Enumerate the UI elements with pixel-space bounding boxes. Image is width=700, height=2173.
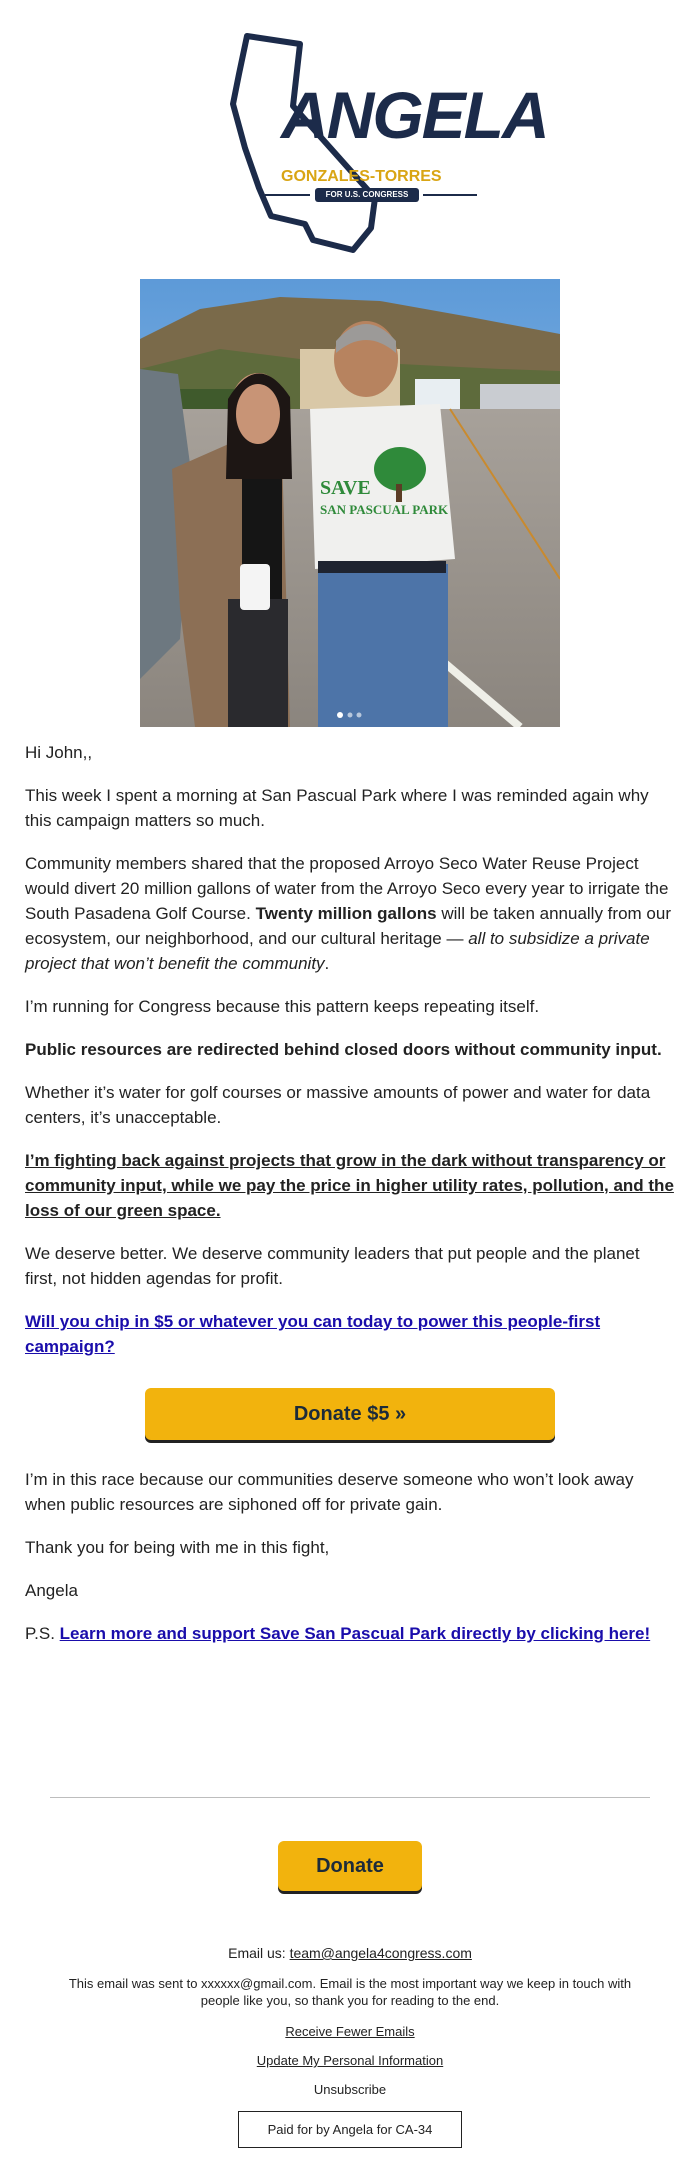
donate-5-button[interactable]: Donate $5 » bbox=[145, 1388, 555, 1440]
receive-fewer-emails-link[interactable]: Receive Fewer Emails bbox=[285, 2024, 415, 2039]
donate-button[interactable]: Donate bbox=[278, 1841, 422, 1891]
svg-text:SAVE: SAVE bbox=[320, 477, 371, 499]
unsubscribe-link[interactable]: Unsubscribe bbox=[313, 2082, 387, 2097]
save-park-link[interactable]: Learn more and support Save San Pascual Park directly by clicking here! bbox=[59, 1624, 651, 1643]
campaign-photo bbox=[140, 279, 560, 727]
update-info-link[interactable]: Update My Personal Information bbox=[256, 2053, 444, 2068]
logo-name: ANGELA bbox=[281, 78, 548, 152]
paragraph-9: Thank you for being with me in this fight, bbox=[25, 1538, 330, 1557]
email-closing bbox=[25, 1467, 675, 1664]
logo-tagline: FOR U.S. CONGRESS bbox=[265, 188, 477, 202]
campaign-logo bbox=[225, 28, 548, 256]
signature: Angela bbox=[25, 1581, 78, 1600]
paragraph-7: We deserve better. We deserve community leaders that put people and the planet first, not hidden agendas for profit. bbox=[25, 1244, 640, 1288]
email-us-line: Email us: team@angela4congress.com bbox=[228, 1945, 472, 1961]
email-footer bbox=[50, 1945, 650, 2148]
svg-text:SAN PASCUAL PARK: SAN PASCUAL PARK bbox=[320, 502, 449, 517]
postscript: P.S. Learn more and support Save San Pascual Park directly by clicking here! bbox=[25, 1624, 651, 1643]
footer-divider bbox=[50, 1797, 650, 1798]
paragraph-1: This week I spent a morning at San Pascual Park where I was reminded again why this campaign matters so much. bbox=[25, 786, 649, 830]
email-link[interactable]: team@angela4congress.com bbox=[289, 1945, 472, 1961]
sent-note: This email was sent to xxxxxx@gmail.com. Email is the most important way we keep in touch with people like you, so thank you for reading to the end. bbox=[68, 1976, 632, 2008]
paragraph-3: I’m running for Congress because this pattern keeps repeating itself. bbox=[25, 997, 540, 1016]
donation-ask-link[interactable]: Will you chip in $5 or whatever you can today to power this people-first campaign? bbox=[25, 1312, 601, 1356]
paragraph-8: I’m in this race because our communities deserve someone who won’t look away when public resources are siphoned off for private gain. bbox=[25, 1470, 634, 1514]
paragraph-4: Public resources are redirected behind closed doors without community input. bbox=[25, 1040, 662, 1059]
paragraph-6: I’m fighting back against projects that grow in the dark without transparency or community input, while we pay the price in higher utility rates, pollution, and the loss of our green space. bbox=[25, 1151, 674, 1220]
paragraph-2: Community members shared that the proposed Arroyo Seco Water Reuse Project would divert 20 million gallons of water from the Arroyo Seco every year to irrigate the South Pasadena Golf Course. Twenty million gallons will be taken annually from our ecosystem, our neighborhood, and our cultural heritage — all to subsidize a private project that won’t benefit the community. bbox=[25, 854, 671, 973]
greeting: Hi John,, bbox=[25, 743, 93, 762]
paid-for-disclaimer: Paid for by Angela for CA-34 bbox=[238, 2111, 462, 2148]
paragraph-5: Whether it’s water for golf courses or massive amounts of power and water for data centers, it’s unacceptable. bbox=[25, 1083, 651, 1127]
email-body bbox=[25, 740, 675, 1377]
logo-surname: GONZALES-TORRES bbox=[281, 168, 442, 185]
